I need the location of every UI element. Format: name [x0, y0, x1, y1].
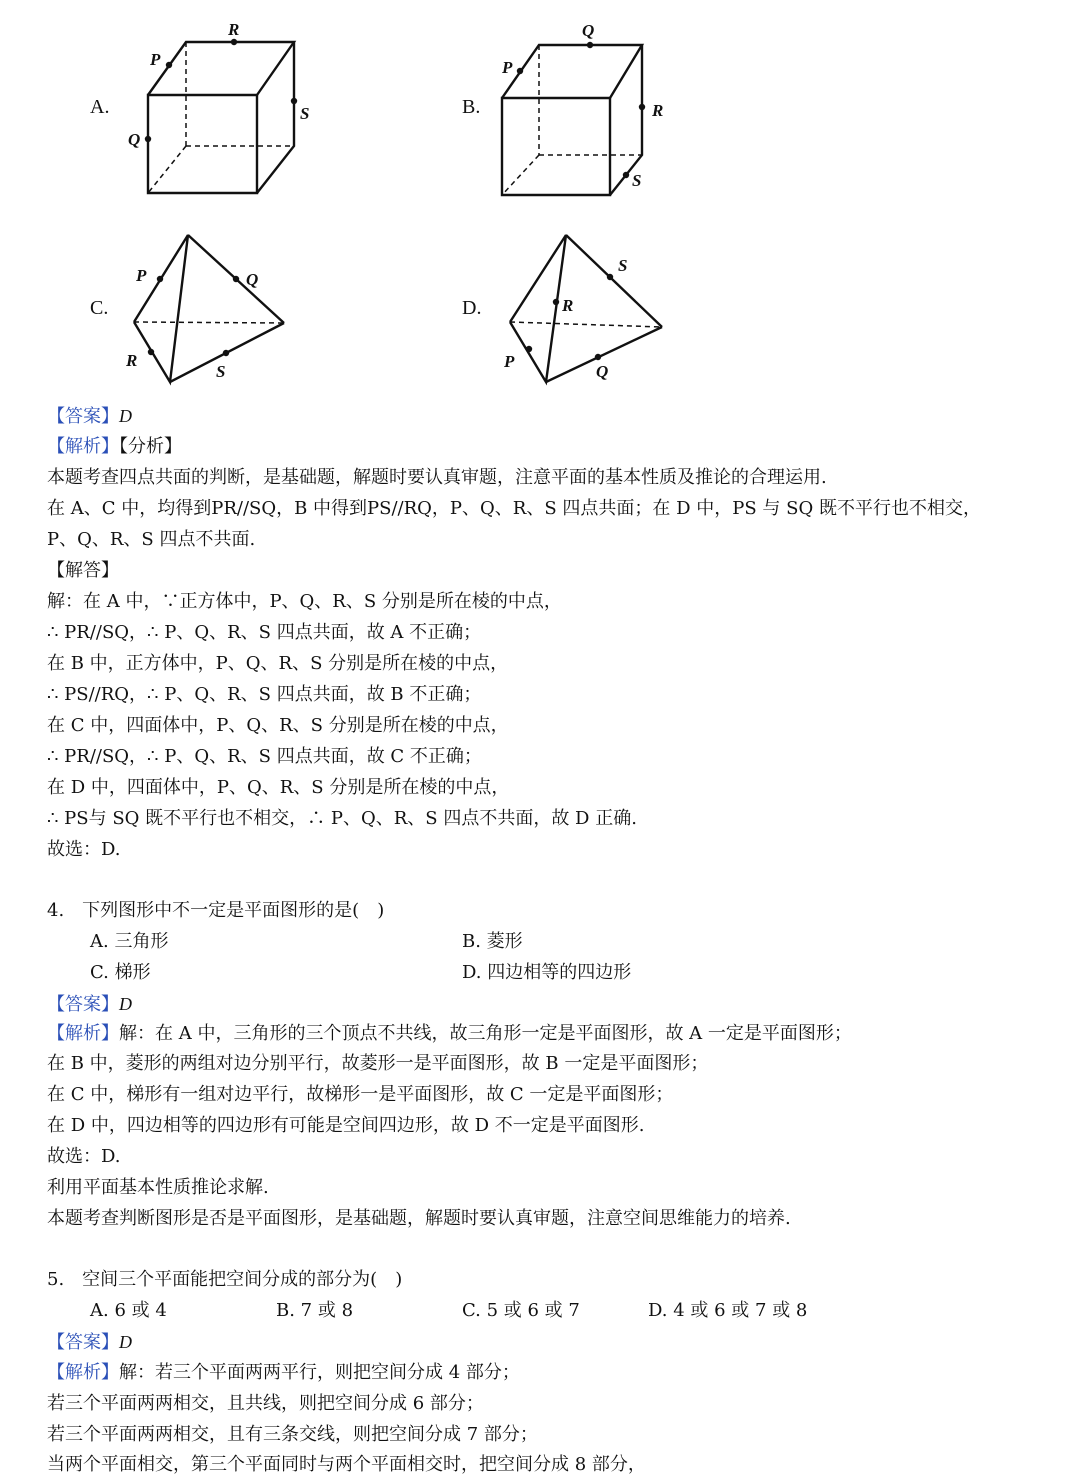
q3-answer: 【答案】D [47, 406, 132, 427]
q5-analysis: 【解析】解：若三个平面两两平行，则把空间分成 4 部分； [47, 1362, 520, 1383]
q3-solution-line: 故选：D. [47, 839, 121, 860]
q4-analysis-line: 利用平面基本性质推论求解. [47, 1177, 269, 1198]
q4-question: 4. 下列图形中不一定是平面图形的是( ) [47, 900, 385, 921]
analysis-tag: 【解析】 [47, 1023, 119, 1044]
q4-option-a: A. 三角形 [90, 931, 169, 952]
q5-analysis-line: 若三个平面两两相交，且有三条交线，则把空间分成 7 部分； [47, 1424, 538, 1445]
q5-answer: 【答案】D [47, 1332, 132, 1353]
q5-question: 5. 空间三个平面能把空间分成的部分为( ) [47, 1269, 403, 1290]
point-r-label: R [562, 296, 574, 315]
point-s-label: S [300, 104, 310, 123]
option-a-label: A. [90, 96, 110, 118]
analysis-tag: 【解析】 [47, 1362, 119, 1383]
q3-solution-line: 在 C 中，四面体中，P、Q、R、S 分别是所在棱的中点， [47, 715, 509, 736]
point-r-label: R [126, 351, 138, 370]
point-q-label: Q [582, 21, 595, 40]
figure-c-tetrahedron [118, 225, 308, 390]
q3-solution-line: 在 D 中，四面体中，P、Q、R、S 分别是所在棱的中点， [47, 777, 510, 798]
q4-option-b: B. 菱形 [462, 931, 523, 952]
figure-a-cube [120, 15, 320, 200]
q3-solution-tag: 【解答】 [47, 560, 119, 581]
option-d-label: D. [462, 297, 482, 319]
q3-analysis-line: 在 A、C 中，均得到PR//SQ，B 中得到PS//RQ，P、Q、R、S 四点共面；在 D 中，PS 与 SQ 既不平行也不相交， [47, 498, 981, 519]
option-b-label: B. [462, 96, 481, 118]
q4-analysis-line: 在 B 中，菱形的两组对边分别平行，故菱形一是平面图形，故 B 一定是平面图形； [47, 1053, 709, 1074]
point-r-label: R [228, 20, 240, 39]
q3-solution-line: 在 B 中，正方体中，P、Q、R、S 分别是所在棱的中点， [47, 653, 509, 674]
q4-answer: 【答案】D [47, 994, 132, 1015]
point-q-label: Q [246, 270, 259, 289]
point-p-label: P [502, 58, 513, 77]
q5-option-a: A. 6 或 4 [90, 1300, 167, 1321]
q4-analysis-line: 本题考查判断图形是否是平面图形，是基础题，解题时要认真审题，注意空间思维能力的培养. [47, 1208, 791, 1229]
point-r-label: R [652, 101, 664, 120]
q3-analysis-heading: 【解析】【分析】 [47, 436, 182, 457]
q3-analysis-intro: 本题考查四点共面的判断，是基础题，解题时要认真审题，注意平面的基本性质及推论的合理运用. [47, 467, 827, 488]
point-p-label: P [150, 50, 161, 69]
q3-solution-line: 解：在 A 中，∵正方体中，P、Q、R、S 分别是所在棱的中点， [47, 591, 562, 612]
point-p-label: P [504, 352, 515, 371]
q5-option-d: D. 4 或 6 或 7 或 8 [648, 1300, 808, 1321]
q5-analysis-line: 若三个平面两两相交，且共线，则把空间分成 6 部分； [47, 1393, 484, 1414]
q5-option-b: B. 7 或 8 [276, 1300, 354, 1321]
option-c-label: C. [90, 297, 109, 319]
answer-tag: 【答案】 [47, 406, 119, 427]
point-s-label: S [632, 171, 642, 190]
point-p-label: P [136, 266, 147, 285]
analysis-tag: 【解析】 [47, 436, 119, 457]
answer-tag: 【答案】 [47, 1332, 119, 1353]
q4-option-d: D. 四边相等的四边形 [462, 962, 632, 983]
point-s-label: S [618, 256, 628, 275]
q3-solution-line: ∴ PR//SQ，∴ P、Q、R、S 四点共面，故 C 不正确； [47, 746, 482, 767]
figure-b-cube [480, 15, 680, 200]
point-q-label: Q [596, 362, 609, 381]
q3-analysis-line: P、Q、R、S 四点不共面. [47, 529, 256, 550]
answer-tag: 【答案】 [47, 994, 119, 1015]
q4-analysis: 【解析】解：在 A 中，三角形的三个顶点不共线，故三角形一定是平面图形，故 A 一定是平面图形； [47, 1023, 852, 1044]
point-q-label: Q [128, 130, 141, 149]
q4-analysis-line: 故选：D. [47, 1146, 121, 1167]
q5-option-c: C. 5 或 6 或 7 [462, 1300, 580, 1321]
q3-solution-line: ∴ PS//RQ，∴ P、Q、R、S 四点共面，故 B 不正确； [47, 684, 482, 705]
q5-analysis-line: 当两个平面相交，第三个平面同时与两个平面相交时，把空间分成 8 部分， [47, 1454, 646, 1475]
q4-analysis-line: 在 C 中，梯形有一组对边平行，故梯形一是平面图形，故 C 一定是平面图形； [47, 1084, 674, 1105]
q3-solution-line: ∴ PS与 SQ 既不平行也不相交，∴ P、Q、R、S 四点不共面，故 D 正确. [47, 808, 637, 829]
point-s-label: S [216, 362, 226, 381]
q3-solution-line: ∴ PR//SQ，∴ P、Q、R、S 四点共面，故 A 不正确； [47, 622, 482, 643]
q4-option-c: C. 梯形 [90, 962, 151, 983]
q4-analysis-line: 在 D 中，四边相等的四边形有可能是空间四边形，故 D 不一定是平面图形. [47, 1115, 645, 1136]
figure-d-tetrahedron [492, 225, 682, 390]
